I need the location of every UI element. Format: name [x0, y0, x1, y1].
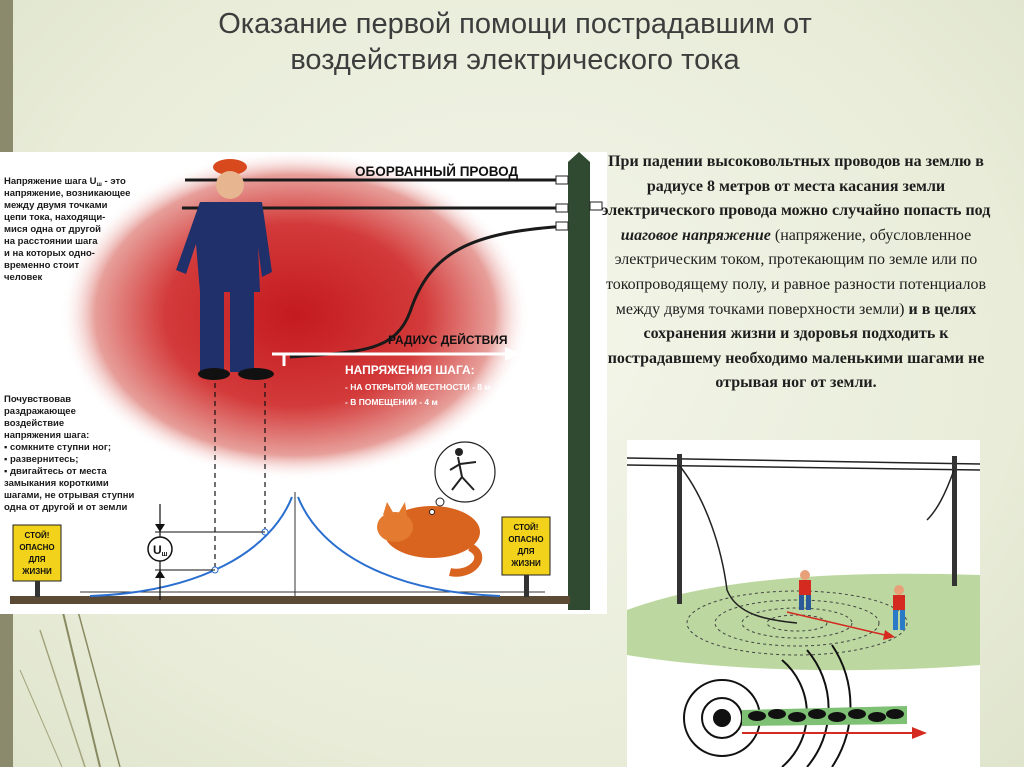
- title-line-2: воздействия электрического тока: [290, 44, 740, 76]
- explanation-part1: При падении высоковольтных проводов на землю в радиусе 8 метров от места касания земли электрического провода можно случайно попасть под: [601, 153, 991, 220]
- danger-zone: [60, 152, 530, 480]
- svg-text:▪ сомкните ступни ног;: ▪ сомкните ступни ног;: [4, 442, 111, 453]
- svg-text:ЖИЗНИ: ЖИЗНИ: [22, 567, 52, 576]
- svg-text:человек: человек: [4, 272, 43, 283]
- decorative-lines: [0, 600, 140, 767]
- svg-text:воздействие: воздействие: [4, 418, 65, 429]
- svg-text:шагами, не отрывая ступни: шагами, не отрывая ступни: [4, 490, 135, 501]
- svg-text:Почувствовав: Почувствовав: [4, 394, 72, 405]
- step-voltage-diagram: [0, 152, 607, 614]
- svg-text:на расстоянии шага: на расстоянии шага: [4, 236, 98, 247]
- step-indoor: - В ПОМЕЩЕНИИ - 4 м: [345, 397, 438, 407]
- svg-text:СТОЙ!: СТОЙ!: [513, 523, 539, 532]
- svg-text:▪ развернитесь;: ▪ развернитесь;: [4, 454, 79, 465]
- svg-text:напряжение, возникающее: напряжение, возникающее: [4, 188, 131, 199]
- svg-text:цепи тока, находящи-: цепи тока, находящи-: [4, 212, 106, 223]
- explanation-part3: и в целях сохранения жизни и здоровья подходить к пострадавшему необходимо маленькими шагами не отрывая ног от земли.: [607, 300, 985, 392]
- svg-text:временно стоит: временно стоит: [4, 260, 80, 271]
- svg-text:ДЛЯ: ДЛЯ: [517, 547, 535, 556]
- svg-text:ОПАСНО: ОПАСНО: [19, 543, 55, 552]
- step-voltage-illustration: [627, 440, 980, 767]
- broken-wire-label: ОБОРВАННЫЙ ПРОВОД: [355, 164, 519, 179]
- svg-text:одна от другой и от земли: одна от другой и от земли: [4, 502, 128, 513]
- slide-title: [120, 6, 910, 78]
- svg-text:и на которых одно-: и на которых одно-: [4, 248, 95, 259]
- radius-label: РАДИУС ДЕЙСТВИЯ: [388, 333, 508, 347]
- title-line-1: Оказание первой помощи пострадавшим от: [218, 8, 812, 40]
- svg-text:Напряжение шага Uш - это: Напряжение шага $U_ш$ - это: [4, 176, 126, 188]
- explanation-part2: (напряжение, обусловленное электрическим током, протекающим по земле или по токопроводящему полу, и равное разности потенциалов между двумя точками поверхности земли): [605, 226, 987, 318]
- step-voltage-title: НАПРЯЖЕНИЯ ШАГА:: [345, 363, 475, 377]
- svg-text:раздражающее: раздражающее: [4, 406, 76, 417]
- ground-line: [10, 596, 570, 604]
- explanation-text: [592, 150, 1000, 396]
- svg-text:ЖИЗНИ: ЖИЗНИ: [511, 559, 541, 568]
- svg-text:ДЛЯ: ДЛЯ: [28, 555, 46, 564]
- svg-text:СТОЙ!: СТОЙ!: [24, 531, 50, 540]
- svg-text:▪ двигайтесь от места: ▪ двигайтесь от места: [4, 466, 107, 477]
- svg-text:Uш: Uш: [153, 543, 168, 558]
- svg-text:мися одна от другой: мися одна от другой: [4, 224, 102, 235]
- explanation-term: шаговое напряжение: [620, 226, 771, 244]
- svg-text:ОПАСНО: ОПАСНО: [508, 535, 544, 544]
- step-open-area: - НА ОТКРЫТОЙ МЕСТНОСТИ - 8 м: [345, 382, 491, 392]
- svg-text:замыкания короткими: замыкания короткими: [4, 478, 109, 489]
- svg-text:между двумя точками: между двумя точками: [4, 200, 108, 211]
- svg-text:напряжения шага:: напряжения шага:: [4, 430, 90, 441]
